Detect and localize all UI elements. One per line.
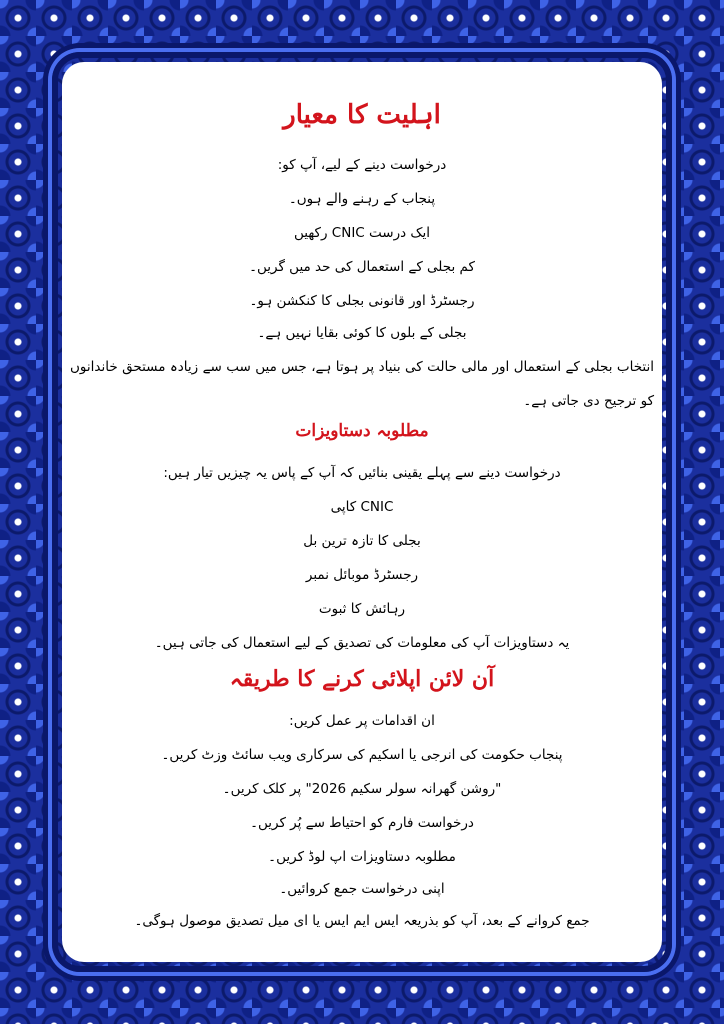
apply-step: "روشن گھرانہ سولر سکیم 2026" پر کلک کریں۔	[222, 781, 502, 797]
eligibility-item: بجلی کے بلوں کا کوئی بقایا نہیں ہے۔	[257, 325, 467, 341]
eligibility-title: اہلیت کا معیار	[283, 100, 441, 130]
content-panel	[62, 62, 662, 962]
eligibility-item: رجسٹرڈ اور قانونی بجلی کا کنکشن ہو۔	[249, 293, 475, 309]
apply-step: پنجاب حکومت کی انرجی یا اسکیم کی سرکاری ویب سائٹ وزٹ کریں۔	[161, 747, 563, 763]
apply-intro: ان اقدامات پر عمل کریں:	[289, 713, 435, 729]
eligibility-item: پنجاب کے رہنے والے ہوں۔	[288, 191, 436, 207]
apply-online-title: آن لائن اپلائی کرنے کا طریقہ	[229, 666, 495, 692]
apply-step: اپنی درخواست جمع کروائیں۔	[279, 881, 445, 897]
documents-note: یہ دستاویزات آپ کی معلومات کی تصدیق کے لیے استعمال کی جاتی ہیں۔	[154, 635, 570, 651]
eligibility-note: انتخاب بجلی کے استعمال اور مالی حالت کی بنیاد پر ہوتا ہے، جس میں سب سے زیادہ مستحق خاندانوں کو ترجیح دی جاتی ہے۔	[70, 359, 654, 409]
document-item: CNIC کاپی	[330, 499, 394, 515]
apply-step: مطلوبہ دستاویزات اپ لوڈ کریں۔	[268, 849, 456, 865]
documents-title: مطلوبہ دستاویزات	[295, 421, 429, 441]
document-item: رہائش کا ثبوت	[318, 601, 406, 617]
document-item: بجلی کا تازہ ترین بل	[303, 533, 421, 549]
eligibility-item: کم بجلی کے استعمال کی حد میں گریں۔	[249, 259, 475, 275]
apply-note: جمع کروانے کے بعد، آپ کو بذریعہ ایس ایم ایس یا ای میل تصدیق موصول ہوگی۔	[134, 913, 590, 929]
apply-step: درخواست فارم کو احتیاط سے پُر کریں۔	[250, 815, 474, 831]
document-item: رجسٹرڈ موبائل نمبر	[305, 567, 419, 583]
documents-intro: درخواست دینے سے پہلے یقینی بنائیں کہ آپ کے پاس یہ چیزیں تیار ہیں:	[163, 465, 561, 481]
eligibility-intro: درخواست دینے کے لیے، آپ کو:	[277, 157, 447, 173]
eligibility-item: ایک درست CNIC رکھیں	[293, 225, 431, 241]
